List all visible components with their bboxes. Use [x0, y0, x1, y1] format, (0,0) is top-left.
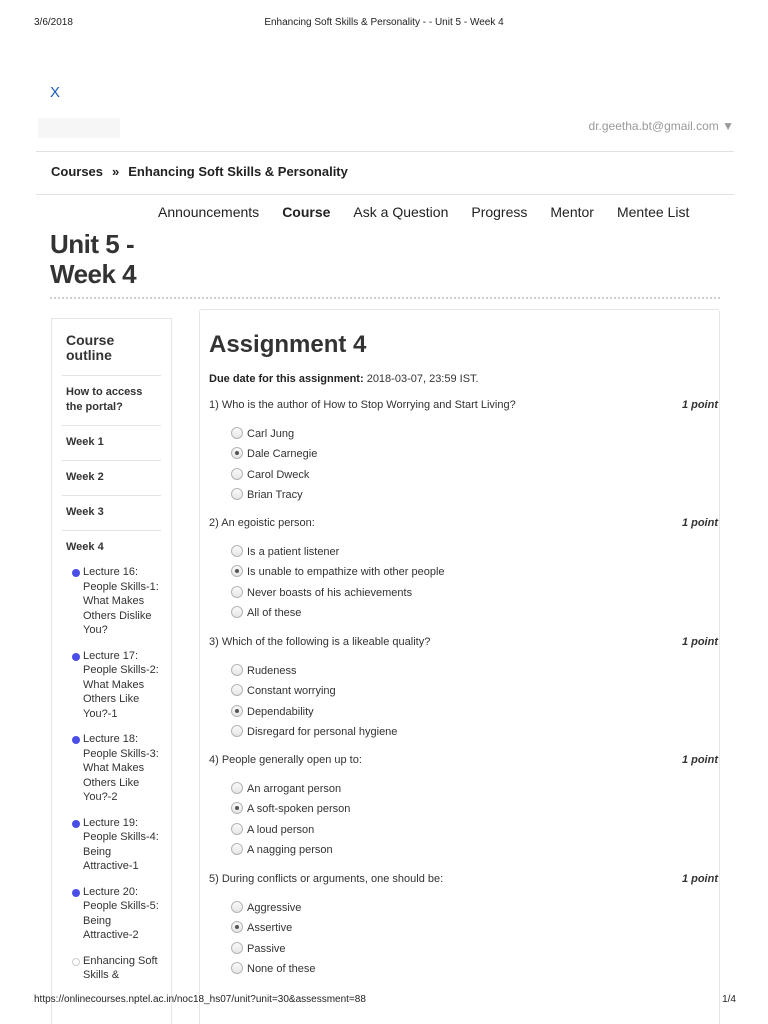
sidebar-item-portal[interactable]: How to access the portal?: [62, 375, 161, 425]
radio-icon[interactable]: [231, 427, 243, 439]
radio-selected-icon[interactable]: [231, 705, 243, 717]
lecture-item[interactable]: [62, 732, 161, 805]
radio-icon[interactable]: [231, 725, 243, 737]
sidebar-item-week-4[interactable]: Week 4: [62, 530, 161, 565]
radio-icon[interactable]: [231, 942, 243, 954]
completed-dot-icon: [72, 889, 80, 897]
radio-icon[interactable]: [231, 664, 243, 676]
page-title: Unit 5 - Week 4: [50, 229, 137, 289]
completed-dot-icon: [72, 820, 80, 828]
sidebar-item-week-1[interactable]: Week 1: [62, 425, 161, 460]
radio-icon[interactable]: [231, 962, 243, 974]
assignment-panel: [199, 309, 720, 1024]
sidebar-item-week-2[interactable]: Week 2: [62, 460, 161, 495]
sidebar-title: Course outline: [66, 332, 115, 363]
assignment-title: Assignment 4: [209, 331, 367, 358]
radio-icon[interactable]: [231, 843, 243, 855]
question-text: 4) People generally open up to:: [209, 754, 362, 766]
question-3: [209, 636, 719, 738]
option-label: Is unable to empathize with other people: [247, 566, 445, 578]
user-account-menu[interactable]: dr.geetha.bt@gmail.com ▼: [588, 119, 734, 133]
lecture-item[interactable]: [62, 954, 161, 983]
lecture-label: Lecture 16: People Skills-1: What Makes Others Dislike You?: [83, 566, 159, 636]
option-label: Dependability: [247, 706, 314, 718]
nav-course[interactable]: Course: [282, 204, 331, 220]
radio-icon[interactable]: [231, 606, 243, 618]
completed-dot-icon: [72, 653, 80, 661]
radio-selected-icon[interactable]: [231, 921, 243, 933]
completed-dot-icon: [72, 736, 80, 744]
breadcrumb-course-link[interactable]: Enhancing Soft Skills & Personality: [128, 164, 348, 179]
print-date: 3/6/2018: [34, 17, 73, 28]
radio-icon[interactable]: [231, 468, 243, 480]
nav-mentee-list[interactable]: Mentee List: [616, 204, 690, 220]
radio-icon[interactable]: [231, 782, 243, 794]
nav-ask-question[interactable]: Ask a Question: [353, 204, 449, 220]
lecture-list: [62, 565, 161, 983]
radio-selected-icon[interactable]: [231, 565, 243, 577]
lecture-label: Lecture 20: People Skills-5: Being Attractive-2: [83, 885, 159, 941]
sidebar-item-week-3[interactable]: Week 3: [62, 495, 161, 530]
question-5: [209, 873, 719, 975]
option-label: Dale Carnegie: [247, 448, 318, 460]
option-label: Carol Dweck: [247, 469, 310, 481]
close-button[interactable]: X: [50, 84, 61, 101]
print-header: [0, 17, 768, 31]
print-title: Enhancing Soft Skills & Personality - - Unit 5 - Week 4: [264, 17, 504, 28]
option-label: Is a patient listener: [247, 546, 340, 558]
lecture-item[interactable]: [62, 565, 161, 638]
option-label: A soft-spoken person: [247, 803, 351, 815]
nav-announcements[interactable]: Announcements: [158, 204, 260, 220]
question-text: 2) An egoistic person:: [209, 517, 315, 529]
radio-icon[interactable]: [231, 488, 243, 500]
lecture-label: Lecture 18: People Skills-3: What Makes Others Like You?-2: [83, 733, 159, 803]
radio-icon[interactable]: [231, 586, 243, 598]
nav-mentor[interactable]: Mentor: [550, 204, 594, 220]
question-points: 1 point: [681, 399, 718, 411]
question-1: [209, 399, 719, 501]
divider: [36, 151, 734, 152]
lecture-item[interactable]: [62, 649, 161, 722]
option-label: All of these: [247, 607, 302, 619]
nav-progress[interactable]: Progress: [471, 204, 528, 220]
question-points: 1 point: [681, 517, 718, 529]
incomplete-dot-icon: [72, 958, 80, 966]
due-date-label: Due date for this assignment:: [209, 373, 364, 385]
print-url: https://onlinecourses.nptel.ac.in/noc18_hs07/unit?unit=30&assessment=88: [34, 994, 366, 1005]
lecture-label: Lecture 17: People Skills-2: What Makes Others Like You?-1: [83, 649, 159, 720]
due-date: [209, 373, 479, 385]
divider: [36, 194, 734, 195]
lecture-label: Lecture 19: People Skills-4: Being Attractive-1: [83, 816, 159, 872]
option-label: A nagging person: [247, 844, 333, 856]
due-date-value: 2018-03-07, 23:59 IST.: [363, 373, 479, 385]
option-label: Passive: [247, 943, 286, 955]
site-logo: [38, 118, 120, 138]
question-text: 5) During conflicts or arguments, one should be:: [209, 873, 444, 885]
question-points: 1 point: [681, 873, 718, 885]
lecture-item[interactable]: [62, 816, 161, 874]
question-text: 1) Who is the author of How to Stop Worrying and Start Living?: [209, 399, 516, 411]
question-2: [209, 517, 719, 619]
radio-icon[interactable]: [231, 823, 243, 835]
option-label: None of these: [247, 963, 316, 975]
option-label: Assertive: [247, 922, 293, 934]
course-outline-sidebar: [51, 318, 172, 1024]
option-label: Brian Tracy: [247, 489, 303, 501]
breadcrumb-courses-link[interactable]: Courses: [51, 164, 104, 179]
option-label: A loud person: [247, 824, 315, 836]
radio-selected-icon[interactable]: [231, 447, 243, 459]
question-points: 1 point: [681, 636, 718, 648]
lecture-item[interactable]: [62, 885, 161, 943]
option-label: Disregard for personal hygiene: [247, 726, 398, 738]
option-label: Carl Jung: [247, 428, 295, 440]
option-label: An arrogant person: [247, 783, 342, 795]
radio-icon[interactable]: [231, 684, 243, 696]
print-page-number: 1/4: [722, 994, 736, 1005]
question-4: [209, 754, 719, 856]
course-nav: [158, 204, 712, 220]
radio-selected-icon[interactable]: [231, 802, 243, 814]
dotted-divider: [50, 297, 720, 299]
breadcrumb: [51, 164, 348, 179]
option-label: Aggressive: [247, 902, 302, 914]
option-label: Never boasts of his achievements: [247, 587, 413, 599]
breadcrumb-separator: »: [112, 164, 120, 179]
question-text: 3) Which of the following is a likeable quality?: [209, 636, 431, 648]
lecture-label: Enhancing Soft Skills &: [83, 954, 158, 981]
completed-dot-icon: [72, 569, 80, 577]
radio-icon[interactable]: [231, 545, 243, 557]
radio-icon[interactable]: [231, 901, 243, 913]
option-label: Rudeness: [247, 665, 297, 677]
option-label: Constant worrying: [247, 685, 336, 697]
question-points: 1 point: [681, 754, 718, 766]
